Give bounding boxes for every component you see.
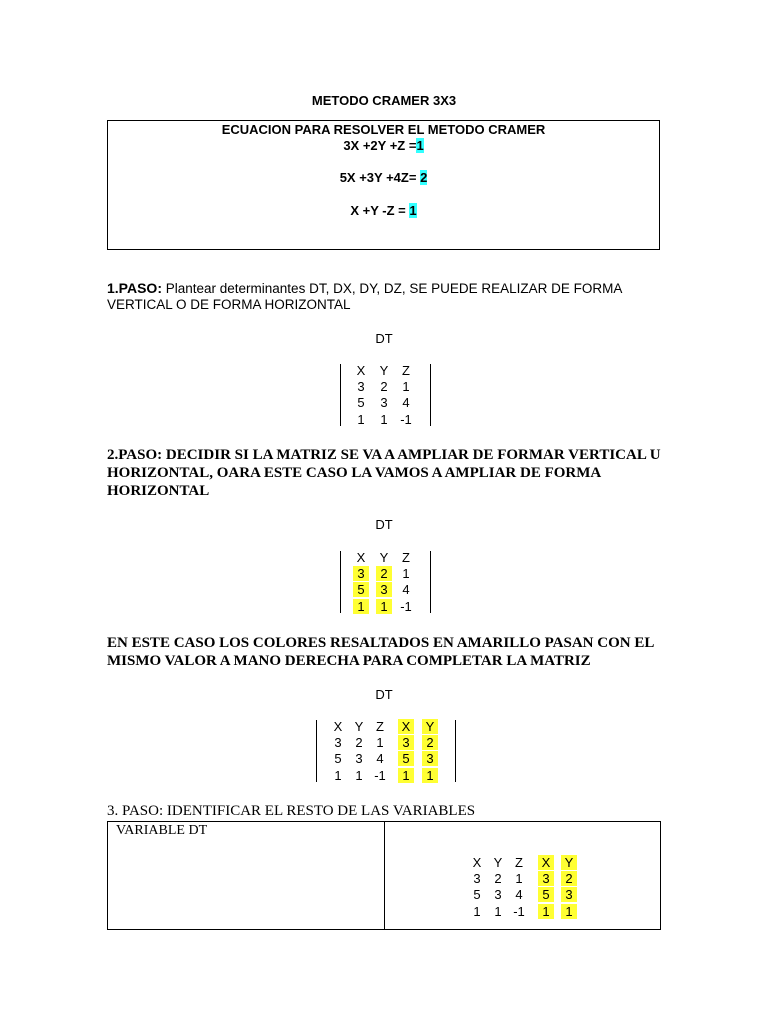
step3-matrix-cell: 2 <box>494 871 502 886</box>
matrix3-cell-highlighted: 3 <box>398 735 414 750</box>
step3-matrix-cell: 5 <box>473 887 481 902</box>
matrix3-cell: 3 <box>355 751 363 766</box>
matrix3-cell: 1 <box>355 768 363 783</box>
matrix3-right-bar <box>455 720 456 782</box>
matrix3-header-y: Y <box>354 719 364 734</box>
matrix2-right-bar <box>430 551 431 613</box>
matrix3-label: DT <box>375 687 393 702</box>
equation-1 <box>108 138 659 153</box>
step1-paragraph <box>107 280 667 313</box>
note-paragraph: EN ESTE CASO LOS COLORES RESALTADOS EN AMARILLO PASAN CON EL MISMO VALOR A MANO DERECHA PARA COMPLETAR LA MATRIZ <box>107 635 654 669</box>
step2-paragraph: 2.PASO: DECIDIR SI LA MATRIZ SE VA A AMPLIAR DE FORMAR VERTICAL U HORIZONTAL, OARA ESTE CASO LA VAMOS A AMPLIAR DE FORMA HORIZONTAL <box>107 447 661 499</box>
matrix2-cell: -1 <box>400 599 412 614</box>
matrix1-header-x: X <box>356 363 366 378</box>
matrix3-cell: 1 <box>334 768 342 783</box>
matrix3-header-x: X <box>333 719 343 734</box>
matrix2 <box>336 549 436 615</box>
matrix2-left-bar <box>340 551 341 613</box>
matrix2-cell-highlighted: 5 <box>353 582 369 597</box>
matrix3-cell-highlighted: 5 <box>398 751 414 766</box>
matrix1-cell: 2 <box>380 379 388 394</box>
matrix2-header-x: X <box>356 550 366 565</box>
matrix3-cell-highlighted: 1 <box>398 768 414 783</box>
matrix1-cell: 5 <box>357 395 365 410</box>
matrix2-cell-highlighted: 3 <box>376 582 392 597</box>
equation-box-heading: ECUACION PARA RESOLVER EL METODO CRAMER <box>221 122 546 137</box>
matrix3-cell: -1 <box>374 768 386 783</box>
matrix1-cell: 1 <box>357 412 365 427</box>
matrix2-header-z: Z <box>402 550 410 565</box>
matrix1-cell: 4 <box>402 395 410 410</box>
matrix2-cell: 1 <box>402 566 410 581</box>
equation-box <box>107 120 660 250</box>
step3-table-header: VARIABLE DT <box>116 823 208 838</box>
step3-matrix-cell: 1 <box>515 871 523 886</box>
matrix1-label: DT <box>375 331 393 346</box>
equation-2-rhs: 2 <box>420 170 428 185</box>
matrix3-header-y-extended: Y <box>422 719 438 734</box>
matrix3-cell: 2 <box>355 735 363 750</box>
equation-3-lhs: X +Y -Z = <box>350 203 410 218</box>
step3-matrix-cell-highlighted: 2 <box>561 871 577 886</box>
matrix3-cell: 1 <box>376 735 384 750</box>
step3-matrix-header-y: Y <box>493 855 503 870</box>
step3-matrix-header-x: X <box>472 855 482 870</box>
matrix3-cell-highlighted: 1 <box>422 768 438 783</box>
step3-matrix-cell: 1 <box>473 904 481 919</box>
matrix3-cell-highlighted: 2 <box>422 735 438 750</box>
matrix2-cell-highlighted: 2 <box>376 566 392 581</box>
matrix2-cell-highlighted: 1 <box>353 599 369 614</box>
matrix3-cell-highlighted: 3 <box>422 751 438 766</box>
matrix2-cell: 4 <box>402 582 410 597</box>
step3-matrix-cell: 1 <box>494 904 502 919</box>
matrix1-cell: 3 <box>357 379 365 394</box>
step3-title: 3. PASO: IDENTIFICAR EL RESTO DE LAS VARIABLES <box>107 803 476 819</box>
matrix1-cell: 1 <box>380 412 388 427</box>
matrix1-cell: 3 <box>380 395 388 410</box>
document-title: METODO CRAMER 3X3 <box>311 93 457 108</box>
matrix3-left-bar <box>316 720 317 782</box>
matrix1-left-bar <box>340 364 341 426</box>
step3-matrix-header-x-extended: X <box>538 855 554 870</box>
equation-1-rhs: 1 <box>416 138 424 153</box>
step1-lead: 1.PASO: <box>107 280 162 296</box>
matrix3 <box>312 718 462 784</box>
matrix3-header-x-extended: X <box>398 719 414 734</box>
equation-3 <box>108 203 659 218</box>
step3-matrix-header-y-extended: Y <box>561 855 577 870</box>
equation-3-rhs: 1 <box>409 203 417 218</box>
step3-matrix-cell: 3 <box>473 871 481 886</box>
matrix3-cell: 3 <box>334 735 342 750</box>
matrix3-cell: 5 <box>334 751 342 766</box>
step3-matrix-header-z: Z <box>515 855 523 870</box>
equation-1-lhs: 3X +2Y +Z = <box>343 138 417 153</box>
step3-matrix <box>466 854 586 920</box>
matrix3-cell: 4 <box>376 751 384 766</box>
matrix1-header-y: Y <box>379 363 389 378</box>
equation-2-lhs: 5X +3Y +4Z= <box>339 170 421 185</box>
matrix2-cell-highlighted: 1 <box>376 599 392 614</box>
step3-matrix-cell-highlighted: 1 <box>561 904 577 919</box>
matrix2-header-y: Y <box>379 550 389 565</box>
matrix1-right-bar <box>430 364 431 426</box>
step3-matrix-cell-highlighted: 3 <box>561 887 577 902</box>
step3-table <box>107 821 661 930</box>
step3-matrix-cell-highlighted: 3 <box>538 871 554 886</box>
step3-matrix-cell: -1 <box>513 904 525 919</box>
matrix1-cell: -1 <box>400 412 412 427</box>
step3-matrix-cell-highlighted: 5 <box>538 887 554 902</box>
matrix1-header-z: Z <box>402 363 410 378</box>
step3-matrix-cell: 3 <box>494 887 502 902</box>
equation-2 <box>108 170 659 185</box>
step1-text: Plantear determinantes DT, DX, DY, DZ, SE PUEDE REALIZAR DE FORMA VERTICAL O DE FORMA HORIZONTAL <box>107 281 622 312</box>
matrix2-label: DT <box>375 517 393 532</box>
matrix1-cell: 1 <box>402 379 410 394</box>
step3-matrix-cell: 4 <box>515 887 523 902</box>
matrix3-header-z: Z <box>376 719 384 734</box>
matrix1 <box>336 362 436 428</box>
step3-table-divider <box>384 822 385 929</box>
step3-matrix-cell-highlighted: 1 <box>538 904 554 919</box>
matrix2-cell-highlighted: 3 <box>353 566 369 581</box>
